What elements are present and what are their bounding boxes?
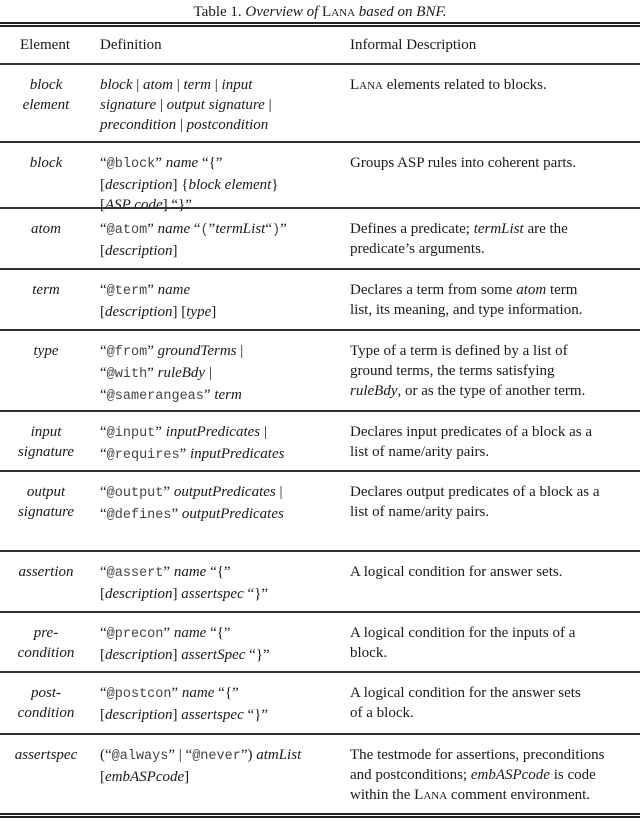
text-segment: |: [211, 77, 222, 93]
text-segment: ”: [203, 387, 215, 403]
table-body: [0, 63, 640, 812]
text-segment: |: [205, 365, 212, 381]
text-segment: list of name/arity pairs.: [350, 444, 490, 460]
text-segment: list, its meaning, and type information.: [350, 302, 583, 318]
text-segment: ”: [163, 625, 174, 641]
text-segment: ground terms, the terms satisfying: [350, 363, 555, 379]
text-segment: A logical condition for answer sets.: [350, 564, 563, 580]
cell-line: [100, 584, 268, 604]
text-segment: “{”: [206, 564, 231, 580]
cell-line: [100, 385, 243, 407]
text-segment: ] {: [172, 177, 189, 193]
text-segment: name: [165, 155, 199, 171]
text-segment: “}”: [243, 707, 269, 723]
header-definition: Definition: [100, 37, 162, 53]
text-segment: ”): [240, 747, 257, 763]
element-name: condition: [17, 645, 75, 661]
text-segment: “: [100, 424, 107, 440]
text-segment: term: [183, 77, 212, 93]
text-segment: assertspec: [181, 586, 244, 602]
cell-line: [100, 363, 243, 385]
cell-line: [350, 502, 599, 522]
description-cell: [350, 153, 576, 173]
definition-cell: [100, 153, 279, 215]
text-segment: |: [264, 97, 272, 113]
text-segment: |: [260, 424, 267, 440]
cell-line: [350, 745, 605, 765]
text-segment: atom: [143, 77, 173, 93]
header-description: Informal Description: [350, 37, 477, 53]
text-segment: type: [186, 304, 212, 320]
description-cell: [350, 341, 585, 401]
text-segment: “: [100, 343, 107, 359]
cell-line: [100, 683, 268, 705]
text-segment: |: [236, 343, 244, 359]
element-cell: [0, 683, 92, 723]
text-segment: }: [271, 177, 279, 193]
cell-line: [350, 219, 568, 239]
cell-line: [100, 219, 287, 241]
code-keyword: @term: [106, 284, 148, 299]
text-segment: “: [190, 221, 201, 237]
cell-line: [100, 705, 268, 725]
cell-line: [350, 422, 592, 442]
text-segment: “: [100, 625, 107, 641]
element-name: atom: [31, 221, 61, 237]
table-row: [0, 410, 640, 470]
text-segment: “: [100, 484, 107, 500]
cell-line: [100, 645, 270, 665]
text-segment: “: [100, 446, 107, 462]
text-segment: [: [100, 197, 105, 213]
text-segment: term: [214, 387, 242, 403]
table-row: [0, 141, 640, 213]
cell-line: [100, 302, 216, 322]
cell-line: [100, 115, 272, 135]
text-segment: ] “}”: [162, 197, 192, 213]
text-segment: ]: [211, 304, 217, 320]
text-segment: termList: [215, 221, 266, 237]
cell-line: [350, 280, 582, 300]
text-segment: “: [265, 221, 272, 237]
cell-line: [100, 444, 284, 466]
element-name: element: [22, 97, 70, 113]
text-segment: ”: [163, 564, 174, 580]
table-row: [0, 268, 640, 329]
text-segment: ”: [155, 155, 166, 171]
table-row: [0, 470, 640, 550]
cell-line: [350, 623, 575, 643]
text-segment: inputPredicates: [165, 424, 261, 440]
cell-line: [100, 153, 279, 175]
element-name: input: [30, 424, 62, 440]
text-segment: ”: [171, 685, 182, 701]
description-cell: [350, 562, 562, 582]
cell-line: [350, 643, 575, 663]
description-cell: [350, 219, 568, 259]
text-segment: embASPcode: [470, 767, 550, 783]
cell-line: [350, 442, 592, 462]
cell-line: [100, 95, 272, 115]
element-name: term: [32, 282, 60, 298]
text-segment: block.: [350, 645, 388, 661]
table-row: [0, 550, 640, 611]
text-segment: ]: [172, 586, 182, 602]
table-row: [0, 671, 640, 733]
text-segment: are the: [523, 221, 568, 237]
code-keyword: @with: [106, 367, 148, 382]
text-segment: [: [100, 177, 105, 193]
text-segment: block: [100, 77, 133, 93]
element-cell: [0, 422, 92, 462]
text-segment: name: [173, 625, 207, 641]
cell-line: [100, 504, 284, 526]
text-segment: Declares a term from some: [350, 282, 517, 298]
cell-line: [100, 75, 272, 95]
definition-cell: [100, 562, 268, 604]
text-segment: ]: [172, 243, 178, 259]
cell-line: [350, 341, 585, 361]
text-segment: based on BNF.: [355, 4, 447, 20]
element-cell: [0, 341, 92, 361]
text-segment: Declares input predicates of a block as a: [350, 424, 592, 440]
cell-line: [100, 562, 268, 584]
element-name: assertion: [18, 564, 74, 580]
text-segment: [: [100, 304, 105, 320]
table-header: [0, 28, 640, 62]
header-element: Element: [20, 37, 70, 53]
cell-line: [350, 482, 599, 502]
text-segment: “: [100, 282, 107, 298]
code-keyword: @precon: [106, 627, 164, 642]
cell-line: [350, 361, 585, 381]
definition-cell: [100, 422, 284, 466]
text-segment: ”: [147, 282, 158, 298]
description-cell: [350, 482, 599, 522]
lana-name: Lana: [414, 787, 448, 803]
definition-cell: [100, 623, 270, 665]
text-segment: atom: [516, 282, 547, 298]
text-segment: description: [105, 177, 173, 193]
text-segment: output signature: [166, 97, 265, 113]
text-segment: “: [100, 506, 107, 522]
text-segment: ruleBdy: [350, 383, 398, 399]
text-segment: description: [105, 304, 173, 320]
definition-cell: [100, 745, 301, 787]
text-segment: ”: [280, 221, 287, 237]
text-segment: “: [100, 155, 107, 171]
text-segment: ”: [171, 506, 182, 522]
text-segment: term: [546, 282, 578, 298]
lana-name: Lana: [322, 4, 356, 20]
text-segment: outputPredicates: [181, 506, 284, 522]
text-segment: termList: [473, 221, 524, 237]
cell-line: [350, 703, 581, 723]
text-segment: |: [173, 77, 184, 93]
text-segment: [: [100, 707, 105, 723]
text-segment: “: [100, 365, 107, 381]
text-segment: Overview of: [245, 4, 323, 20]
element-cell: [0, 482, 92, 522]
text-segment: |: [132, 77, 143, 93]
code-keyword: @postcon: [106, 687, 172, 702]
text-segment: “{”: [206, 625, 231, 641]
element-cell: [0, 219, 92, 239]
element-cell: [0, 562, 92, 582]
text-segment: Type of a term is defined by a list of: [350, 343, 568, 359]
text-segment: input: [221, 77, 253, 93]
code-keyword: @assert: [106, 566, 164, 581]
text-segment: “{”: [214, 685, 239, 701]
text-segment: [: [100, 769, 105, 785]
cell-line: [350, 239, 568, 259]
element-name: signature: [17, 504, 75, 520]
text-segment: “: [100, 387, 107, 403]
text-segment: ]: [172, 647, 182, 663]
text-segment: “}”: [243, 586, 269, 602]
text-segment: within the: [350, 787, 415, 803]
text-segment: |: [176, 117, 187, 133]
text-segment: The testmode for assertions, preconditions: [350, 747, 605, 763]
element-cell: [0, 623, 92, 663]
text-segment: comment environment.: [447, 787, 591, 803]
cell-line: [100, 241, 287, 261]
text-segment: A logical condition for the answer sets: [350, 685, 581, 701]
element-name: signature: [17, 444, 75, 460]
element-name: post-: [31, 685, 61, 701]
table-caption: [0, 2, 640, 22]
bottom-double-rule: [0, 813, 640, 818]
text-segment: name: [157, 221, 191, 237]
table-row: [0, 207, 640, 268]
code-keyword: @samerangeas: [106, 389, 204, 404]
text-segment: name: [173, 564, 207, 580]
cell-line: [350, 153, 576, 173]
description-cell: [350, 422, 592, 462]
cell-line: [350, 300, 582, 320]
cell-line: [350, 381, 585, 401]
text-segment: “: [100, 564, 107, 580]
text-segment: ruleBdy: [157, 365, 206, 381]
text-segment: description: [105, 586, 173, 602]
definition-cell: [100, 683, 268, 725]
text-segment: [: [100, 647, 105, 663]
text-segment: [: [100, 243, 105, 259]
lana-name: Lana: [350, 77, 383, 93]
code-keyword: ): [272, 223, 281, 238]
description-cell: [350, 75, 547, 95]
text-segment: ”: [147, 365, 158, 381]
text-segment: of a block.: [350, 705, 414, 721]
text-segment: ”: [163, 484, 174, 500]
definition-cell: [100, 219, 287, 261]
cell-line: [350, 683, 581, 703]
description-cell: [350, 683, 581, 723]
text-segment: description: [105, 647, 173, 663]
text-segment: Declares output predicates of a block as a: [350, 484, 600, 500]
text-segment: embASPcode: [105, 769, 185, 785]
element-cell: [0, 280, 92, 300]
definition-cell: [100, 280, 216, 322]
text-segment: “: [100, 685, 107, 701]
cell-line: [350, 765, 605, 785]
text-segment: groundTerms: [157, 343, 237, 359]
description-cell: [350, 745, 605, 805]
text-segment: |: [156, 97, 167, 113]
code-keyword: @defines: [106, 508, 172, 523]
text-segment: A logical condition for the inputs of a: [350, 625, 576, 641]
text-segment: atmList: [256, 747, 302, 763]
cell-line: [350, 562, 562, 582]
code-keyword: @block: [106, 157, 156, 172]
table-row: [0, 611, 640, 671]
text-segment: and postconditions;: [350, 767, 471, 783]
text-segment: Defines a predicate;: [350, 221, 474, 237]
text-segment: ”: [147, 343, 158, 359]
text-segment: inputPredicates: [190, 446, 285, 462]
element-name: block: [29, 155, 63, 171]
text-segment: ”: [179, 446, 191, 462]
element-cell: [0, 75, 92, 115]
code-keyword: @input: [106, 426, 156, 441]
text-segment: [: [100, 586, 105, 602]
text-segment: “: [100, 221, 107, 237]
text-segment: description: [105, 707, 173, 723]
definition-cell: [100, 482, 284, 526]
element-name: block: [29, 77, 63, 93]
code-keyword: @never: [192, 749, 241, 764]
text-segment: outputPredicates: [173, 484, 276, 500]
text-segment: ]: [172, 707, 182, 723]
element-name: output: [26, 484, 66, 500]
element-name: type: [33, 343, 59, 359]
text-segment: description: [105, 243, 173, 259]
definition-cell: [100, 341, 243, 407]
text-segment: list of name/arity pairs.: [350, 504, 490, 520]
code-keyword: @from: [106, 345, 148, 360]
table-row: [0, 63, 640, 141]
cell-line: [100, 745, 301, 767]
code-keyword: @always: [111, 749, 169, 764]
text-segment: precondition: [100, 117, 177, 133]
code-keyword: @requires: [106, 448, 180, 463]
text-segment: ”: [147, 221, 158, 237]
text-segment: ]: [184, 769, 190, 785]
text-segment: , or as the type of another term.: [397, 383, 586, 399]
cell-line: [350, 75, 547, 95]
element-name: pre-: [33, 625, 59, 641]
text-segment: name: [181, 685, 215, 701]
element-name: assertspec: [14, 747, 78, 763]
description-cell: [350, 280, 582, 320]
top-double-rule: [0, 22, 640, 27]
cell-line: [100, 767, 301, 787]
text-segment: assertspec: [181, 707, 244, 723]
text-segment: ” | “: [168, 747, 193, 763]
code-keyword: @atom: [106, 223, 148, 238]
text-segment: “}”: [245, 647, 270, 663]
cell-line: [100, 422, 284, 444]
text-segment: Groups ASP rules into coherent parts.: [350, 155, 577, 171]
text-segment: assertSpec: [181, 647, 246, 663]
cell-line: [100, 280, 216, 302]
text-segment: signature: [100, 97, 157, 113]
text-segment: ] [: [172, 304, 187, 320]
text-segment: (“: [100, 747, 112, 763]
table-row: [0, 329, 640, 410]
cell-line: [100, 341, 243, 363]
cell-line: [100, 175, 279, 195]
text-segment: |: [275, 484, 283, 500]
element-name: condition: [17, 705, 75, 721]
definition-cell: [100, 75, 272, 135]
text-segment: is code: [549, 767, 596, 783]
table-row: [0, 733, 640, 812]
cell-line: [100, 623, 270, 645]
text-segment: “{”: [198, 155, 223, 171]
element-cell: [0, 745, 92, 765]
text-segment: postcondition: [186, 117, 269, 133]
text-segment: predicate’s arguments.: [350, 241, 485, 257]
cell-line: [350, 785, 605, 805]
text-segment: ASP code: [105, 197, 163, 213]
text-segment: elements related to blocks.: [383, 77, 547, 93]
code-keyword: (: [200, 223, 209, 238]
text-segment: ”: [155, 424, 166, 440]
description-cell: [350, 623, 575, 663]
text-segment: name: [157, 282, 191, 298]
element-cell: [0, 153, 92, 173]
code-keyword: @output: [106, 486, 164, 501]
text-segment: Table 1.: [193, 4, 246, 20]
text-segment: block element: [188, 177, 272, 193]
text-segment: ”: [208, 221, 216, 237]
cell-line: [100, 482, 284, 504]
